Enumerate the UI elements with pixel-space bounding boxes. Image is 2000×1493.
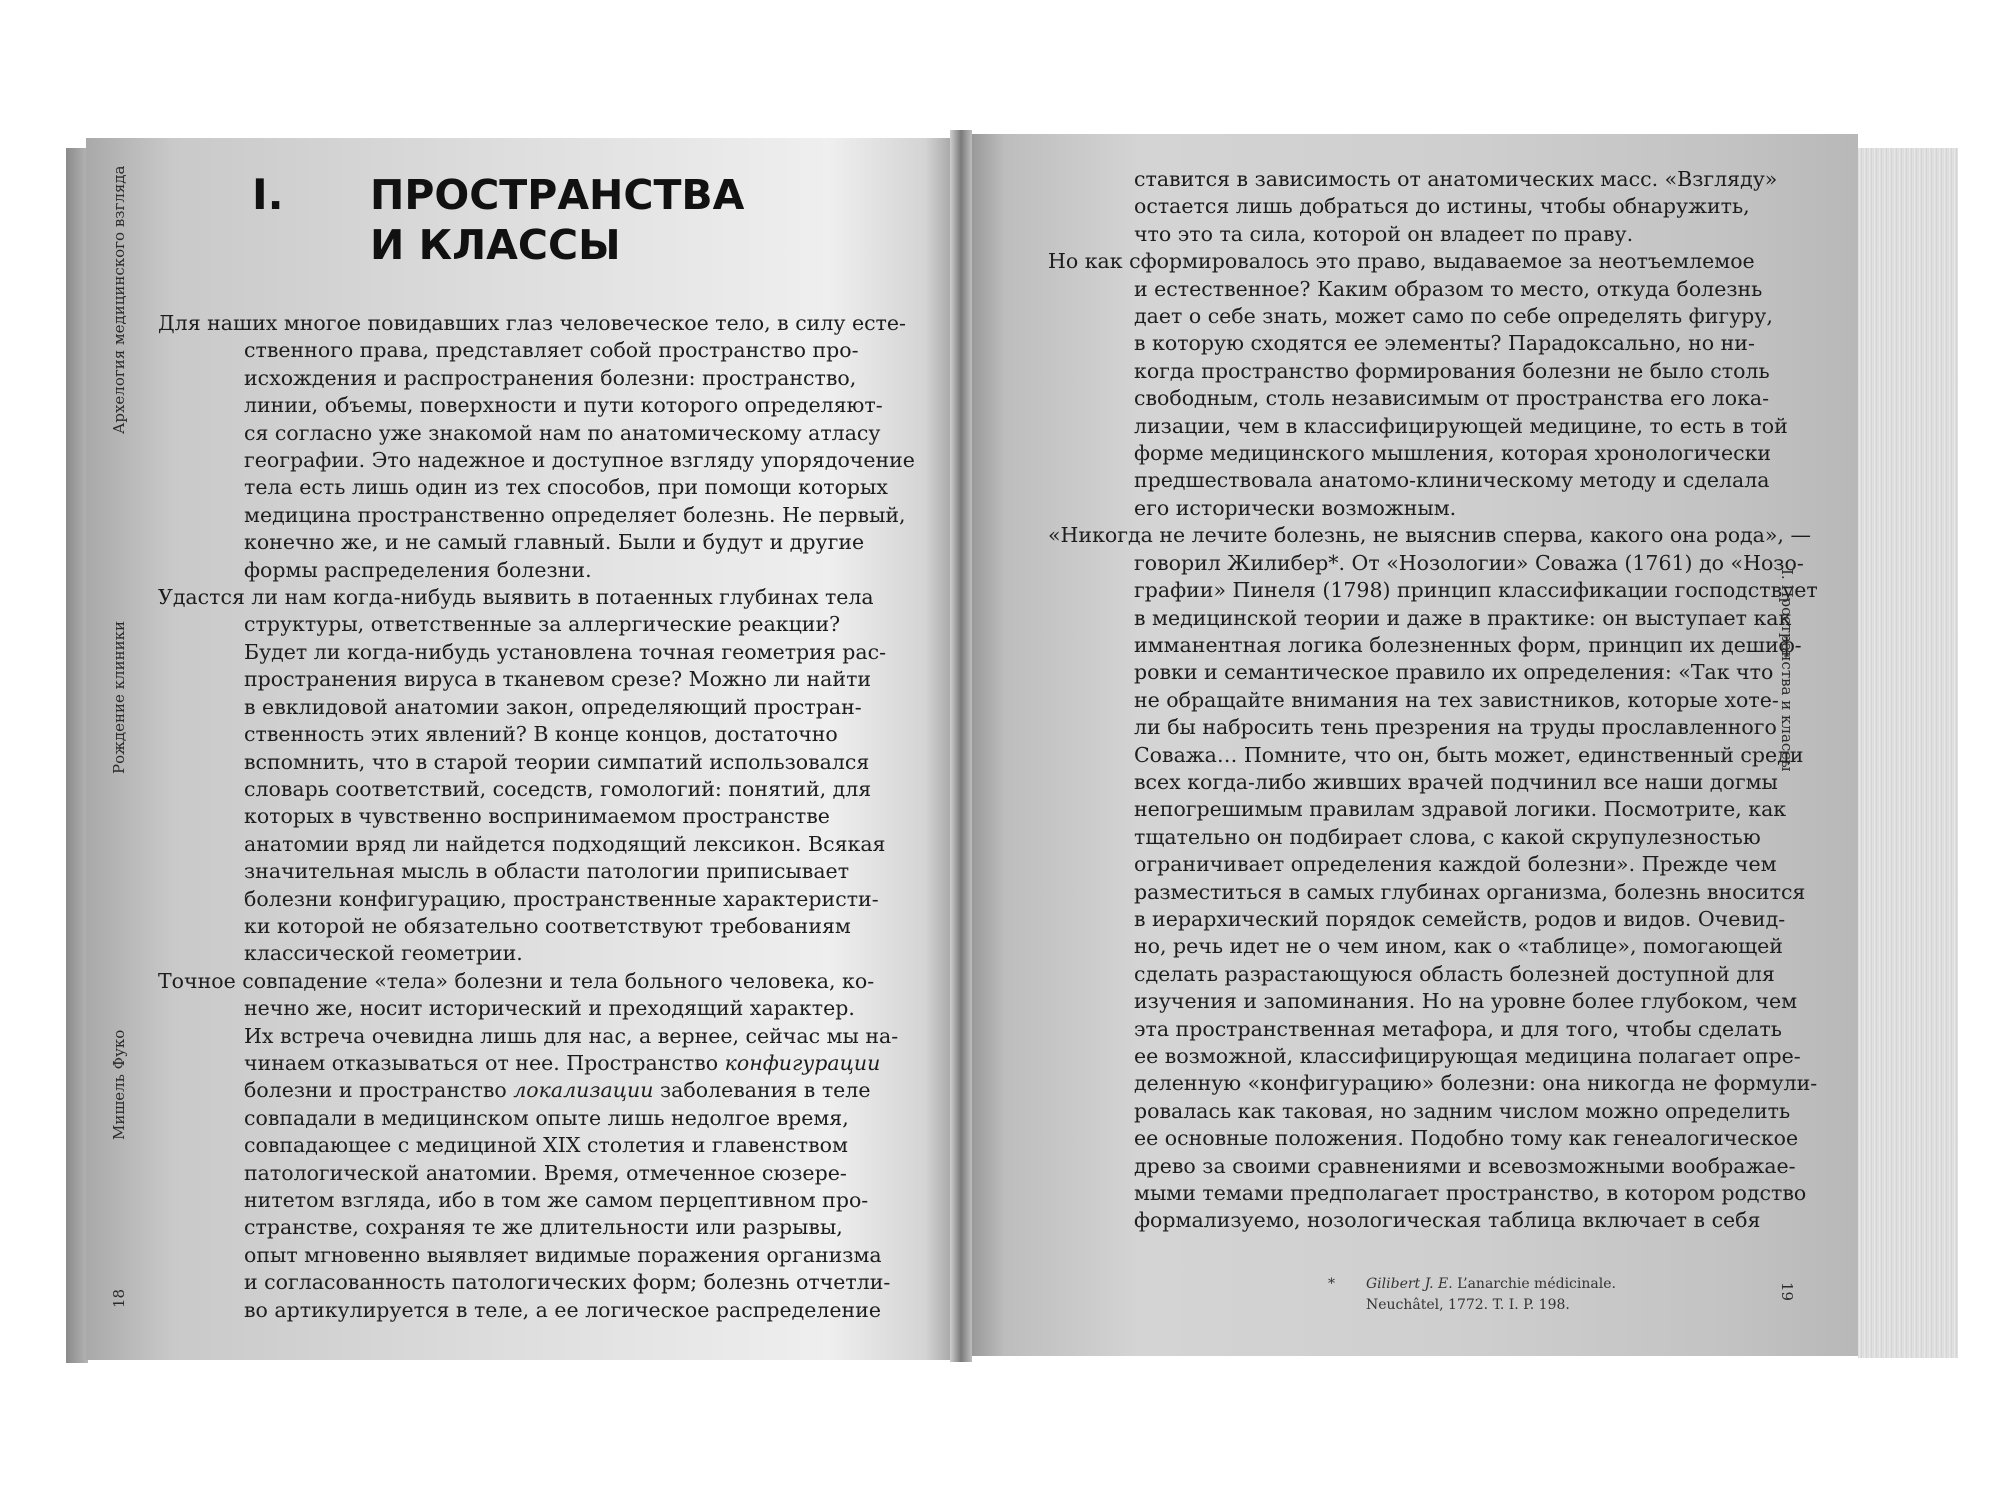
- chapter-number: I.: [252, 170, 284, 219]
- text-line: имманентная логика болезненных форм, принцип их дешиф-: [1134, 632, 1802, 657]
- text-line: вспомнить, что в старой теории симпатий использовался: [244, 749, 870, 774]
- text-line: форме медицинского мышления, которая хронологически: [1134, 441, 1772, 466]
- text-line: и естественное? Каким образом то место, откуда болезнь: [1134, 276, 1763, 301]
- left-page: [86, 138, 960, 1360]
- text-line: деленную «конфигурацию» болезни: она никогда не формули-: [1134, 1071, 1818, 1096]
- text-line: которых в чувственно воспринимаемом пространстве: [244, 804, 830, 829]
- chapter-title: ПРОСТРАНСТВА И КЛАССЫ: [370, 171, 745, 269]
- right-page: [960, 134, 1858, 1356]
- text-line: во артикулируется в теле, а ее логическое распределение: [244, 1297, 881, 1322]
- text-line: Их встреча очевидна лишь для нас, а вернее, сейчас мы на-: [244, 1023, 899, 1048]
- text-line: ровалась как таковая, но задним числом можно определить: [1134, 1098, 1791, 1123]
- text-line: чинаем отказываться от нее. Пространство конфигурации: [244, 1050, 881, 1075]
- text-line: разместиться в самых глубинах организма, болезнь вносится: [1134, 879, 1806, 904]
- footnote-author: Gilibert J. E.: [1366, 1276, 1453, 1292]
- text-line: нитетом взгляда, ибо в том же самом перцептивном про-: [244, 1188, 869, 1212]
- text-line: не обращайте внимания на тех завистников, которые хоте-: [1134, 687, 1779, 712]
- text-line: Точное совпадение «тела» болезни и тела больного человека, ко-: [158, 968, 875, 993]
- text-line: тела есть лишь один из тех способов, при помощи которых: [244, 475, 888, 500]
- text-line: непогрешимым правилам здравой логики. Посмотрите, как: [1134, 797, 1787, 822]
- text-line: графии» Пинеля (1798) принцип классификации господствует: [1134, 578, 1818, 603]
- page-number-left: 18: [110, 1288, 128, 1308]
- text-line: сделать разрастающуюся область болезней доступной для: [1134, 961, 1775, 986]
- text-line: ки которой не обязательно соответствуют требованиям: [244, 913, 851, 938]
- text-line: ограничивает определения каждой болезни». Прежде чем: [1134, 852, 1777, 877]
- text-line: анатомии вряд ли найдется подходящий лексикон. Всякая: [244, 831, 886, 856]
- text-line: предшествовала анатомо-клиническому методу и сделала: [1134, 468, 1770, 493]
- text-line: линии, объемы, поверхности и пути которого определяют-: [244, 393, 883, 418]
- text-line: Будет ли когда-нибудь установлена точная геометрия рас-: [244, 639, 887, 664]
- right-page-edges: [1858, 148, 1958, 1358]
- text-line: когда пространство формирования болезни не было столь: [1134, 358, 1770, 383]
- text-line: ли бы набросить тень презрения на труды прославленного: [1134, 715, 1777, 740]
- text-line: пространения вируса в тканевом срезе? Можно ли найти: [244, 667, 872, 692]
- text-line: остается лишь добраться до истины, чтобы обнаружить,: [1134, 194, 1750, 219]
- text-line: в евклидовой анатомии закон, определяющий простран-: [244, 694, 862, 719]
- text-line: совпадающее с медициной XIX столетия и главенством: [244, 1133, 848, 1158]
- text-line: исхождения и распространения болезни: пространство,: [244, 365, 857, 390]
- footnote-title: L’anarchie médicinale.: [1452, 1276, 1616, 1292]
- running-head-chapter: I. Пространства и классы: [1778, 569, 1796, 772]
- text-line: изучения и запоминания. Но на уровне более глубоком, чем: [1134, 989, 1798, 1014]
- text-line: географии. Это надежное и доступное взгляду упорядочение: [244, 448, 915, 473]
- text-line: в иерархический порядок семейств, родов и видов. Очевид-: [1134, 906, 1786, 931]
- text-line: формализуемо, нозологическая таблица включает в себя: [1134, 1208, 1761, 1233]
- text-line: нечно же, носит исторический и преходящий характер.: [244, 996, 855, 1021]
- footnote-imprint: Neuchâtel, 1772. T. I. P. 198.: [1366, 1297, 1570, 1313]
- text-line: словарь соответствий, соседств, гомологий: понятий, для: [244, 776, 872, 801]
- right-body-text: [1048, 166, 1818, 1235]
- book-spine-gutter: [950, 130, 972, 1362]
- running-head-book-subtitle: Архелогия медицинского взгляда: [110, 165, 128, 434]
- text-line: ровки и семантическое правило их определения: «Так что: [1134, 660, 1774, 685]
- text-line: в которую сходятся ее элементы? Парадоксально, но ни-: [1134, 331, 1755, 356]
- text-line: структуры, ответственные за аллергические реакции?: [244, 612, 841, 637]
- text-line: всех когда-либо живших врачей подчинил все наши догмы: [1134, 769, 1778, 794]
- text-line: странстве, сохраняя те же длительности или разрывы,: [244, 1215, 843, 1240]
- text-line: медицина пространственно определяет болезнь. Не первый,: [244, 502, 906, 527]
- text-line: Но как сформировалось это право, выдаваемое за неотъемлемое: [1048, 249, 1755, 274]
- text-line: ставится в зависимость от анатомических масс. «Взгляду»: [1134, 167, 1778, 191]
- italic-term: локализации: [513, 1078, 654, 1103]
- text-line: его исторически возможным.: [1134, 495, 1457, 520]
- text-line: в медицинской теории и даже в практике: он выступает как: [1134, 605, 1792, 630]
- text-line: лизации, чем в классифицирующей медицине, то есть в той: [1134, 413, 1788, 438]
- text-line: «Никогда не лечите болезнь, не выяснив сперва, какого она рода», —: [1048, 523, 1811, 548]
- text-line: ее возможной, классифицирующая медицина полагает опре-: [1134, 1044, 1801, 1068]
- running-head-author: Мишель Фуко: [110, 1029, 128, 1140]
- text-line: свободным, столь независимым от пространства его лока-: [1134, 386, 1770, 411]
- text-line: Соважа… Помните, что он, быть может, единственный среди: [1134, 742, 1804, 767]
- text-line: ственность этих явлений? В конце концов, достаточно: [244, 722, 838, 747]
- text-line: ся согласно уже знакомой нам по анатомическому атласу: [244, 420, 881, 445]
- text-line: мыми темами предполагает пространство, в котором родство: [1134, 1181, 1807, 1206]
- text-line: но, речь идет не о чем ином, как о «таблице», помогающей: [1134, 934, 1783, 959]
- left-body-text: [158, 310, 915, 1324]
- text-line: что это та сила, которой он владеет по праву.: [1134, 221, 1634, 246]
- page-number-right: 19: [1778, 1282, 1796, 1302]
- text-line: совпадали в медицинском опыте лишь недолгое время,: [244, 1105, 849, 1130]
- text-line: болезни конфигурацию, пространственные характеристи-: [244, 886, 879, 911]
- text-line: дает о себе знать, может само по себе определять фигуру,: [1134, 304, 1773, 329]
- running-head-book-title: Рождение клиники: [110, 621, 128, 774]
- text-line: классической геометрии.: [244, 941, 523, 966]
- text-line: значительная мысль в области патологии приписывает: [244, 859, 850, 884]
- text-line: опыт мгновенно выявляет видимые поражения организма: [244, 1242, 882, 1267]
- footnote-mark: *: [1328, 1276, 1335, 1292]
- text-line: говорил Жилибер*. От «Нозологии» Соважа (1761) до «Нозо-: [1134, 550, 1804, 575]
- italic-term: конфигурации: [724, 1050, 881, 1075]
- left-page-edges: [66, 148, 88, 1363]
- text-line: Удастся ли нам когда-нибудь выявить в потаенных глубинах тела: [158, 585, 874, 610]
- text-line: патологической анатомии. Время, отмеченное сюзере-: [244, 1160, 847, 1185]
- text-line: Для наших многое повидавших глаз человеческое тело, в силу есте-: [158, 311, 906, 335]
- text-line: формы распределения болезни.: [244, 557, 592, 582]
- text-line: болезни и пространство локализации заболевания в теле: [244, 1078, 871, 1103]
- text-line: эта пространственная метафора, и для того, чтобы сделать: [1134, 1016, 1782, 1041]
- text-line: древо за своими сравнениями и всевозможными воображае-: [1134, 1153, 1796, 1178]
- text-line: ее основные положения. Подобно тому как генеалогическое: [1134, 1126, 1799, 1151]
- text-line: тщательно он подбирает слова, с какой скрупулезностью: [1134, 824, 1761, 849]
- text-line: и согласованность патологических форм; болезнь отчетли-: [244, 1270, 891, 1295]
- text-line: конечно же, и не самый главный. Были и будут и другие: [244, 530, 865, 555]
- text-line: ственного права, представляет собой пространство про-: [244, 338, 859, 363]
